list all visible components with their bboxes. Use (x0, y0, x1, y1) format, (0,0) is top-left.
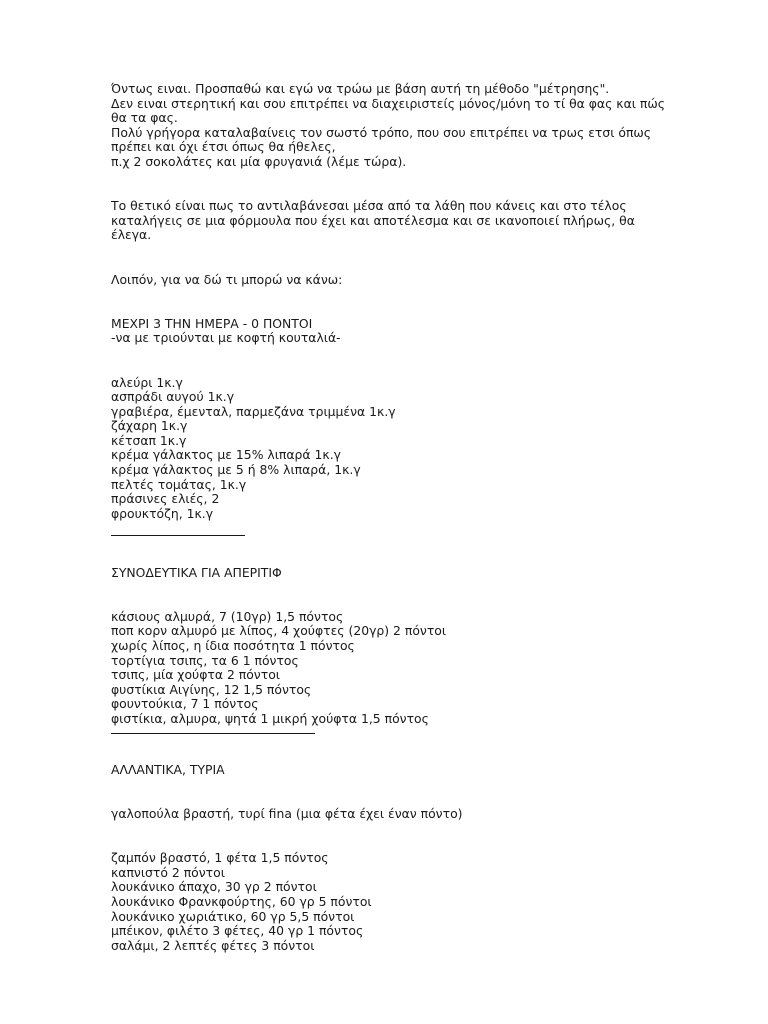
list-item: φουντούκια, 7 1 πόντος (111, 696, 259, 712)
positive-line: Το θετικό είναι πως το αντιλαβάνεσαι μέσα από τα λάθη που κάνεις και στο τέλος (111, 198, 627, 214)
list-item: πράσινες ελιές, 2 (111, 491, 220, 507)
positive-line: έλεγα. (111, 227, 152, 243)
list-item: κάσιους αλμυρά, 7 (10γρ) 1,5 πόντος (111, 608, 344, 624)
intro-line: Όντως ειναι. Προσπαθώ και εγώ να τρώω με βάση αυτή τη μέθοδο "μέτρησης". (111, 81, 610, 96)
list-item: χωρίς λίπος, η ίδια ποσότητα 1 πόντος (111, 638, 355, 653)
list-item: φυστίκια Αιγίνης, 12 1,5 πόντος (111, 681, 312, 697)
section-heading: ΜΕΧΡΙ 3 ΤΗΝ ΗΜΕΡΑ - 0 ΠΟΝΤΟΙ (111, 315, 313, 331)
list-item: φιστίκια, αλμυρα, ψητά 1 μικρή χούφτα 1,5 πόντος (111, 710, 429, 726)
list-item: ποπ κορν αλμυρό με λίπος, 4 χούφτες (20γρ) 2 πόντοι (111, 623, 447, 639)
intro-paragraph (111, 81, 666, 170)
intro-line: Πολύ γρήγορα καταλαβαίνεις τον σωστό τρόπο, που σου επιτρέπει να τρως ετσι όπως (111, 124, 652, 140)
section-note: γαλοπούλα βραστή, τυρί fina (μια φέτα έχει έναν πόντο) (111, 805, 463, 821)
list-item: λουκάνικο άπαχο, 30 γρ 2 πόντοι (111, 879, 317, 895)
list-item: ζαμπόν βραστό, 1 φέτα 1,5 πόντος (111, 850, 329, 866)
intro-line: π.χ 2 σοκολάτες και μία φρυγανιά (λέμε τώρα). (111, 153, 407, 169)
list-item: σαλάμι, 2 λεπτές φέτες 3 πόντοι (111, 937, 315, 953)
list-item: κέτσαπ 1κ.γ (111, 432, 187, 448)
section-zero-points (111, 317, 651, 522)
section-deli (111, 763, 651, 954)
intro-line: πρέπει και όχι έτσι όπως θα ήθελες, (111, 139, 336, 155)
list-item: γραβιέρα, έμενταλ, παρμεζάνα τριμμένα 1κ.γ (111, 403, 396, 419)
list-item: αλεύρι 1κ.γ (111, 374, 183, 390)
list-item: καπνιστό 2 πόντοι (111, 864, 225, 880)
list-item: κρέμα γάλακτος με 5 ή 8% λιπαρά, 1κ.γ (111, 462, 361, 478)
list-item: κρέμα γάλακτος με 15% λιπαρά 1κ.γ (111, 447, 341, 463)
document-body (111, 81, 666, 953)
list-item: πελτές τομάτας, 1κ.γ (111, 476, 247, 492)
positive-line: καταλήγεις σε μια φόρμουλα που έχει και αποτέλεσμα και σε ικανοποιεί πλήρως, θα (111, 212, 635, 228)
list-item: φρουκτόζη, 1κ.γ (111, 505, 214, 521)
section-aperitif (111, 566, 651, 727)
section-heading: ΑΛΛΑΝΤΙΚΑ, ΤΥΡΙΑ (111, 761, 225, 777)
intro-line: Δεν ειναι στερητική και σου επιτρέπει να διαχειριστείς μόνος/μόνη το τί θα φας και πώς (111, 95, 666, 111)
list-item: τσιπς, μία χούφτα 2 πόντοι (111, 667, 280, 683)
section-heading: ΣΥΝΟΔΕΥΤΙΚΑ ΓΙΑ ΑΠΕΡΙΤΙΦ (111, 564, 282, 580)
intro-line: θα τα φας. (111, 110, 178, 126)
list-item: τορτίγια τσιπς, τα 6 1 πόντος (111, 652, 299, 668)
list-item: ζάχαρη 1κ.γ (111, 418, 188, 434)
list-item: μπέικον, φιλέτο 3 φέτες, 40 γρ 1 πόντος (111, 923, 364, 939)
list-item: λουκάνικο Φρανκφούρτης, 60 γρ 5 πόντοι (111, 893, 372, 909)
lead-in-text: Λοιπόν, για να δώ τι μπορώ να κάνω: (111, 271, 343, 287)
section-subtitle: -να με τριούνται με κοφτή κουταλιά- (111, 330, 341, 346)
list-item: λουκάνικο χωριάτικο, 60 γρ 5,5 πόντοι (111, 908, 355, 924)
positive-paragraph (111, 199, 651, 243)
list-item: ασπράδι αυγού 1κ.γ (111, 389, 235, 405)
